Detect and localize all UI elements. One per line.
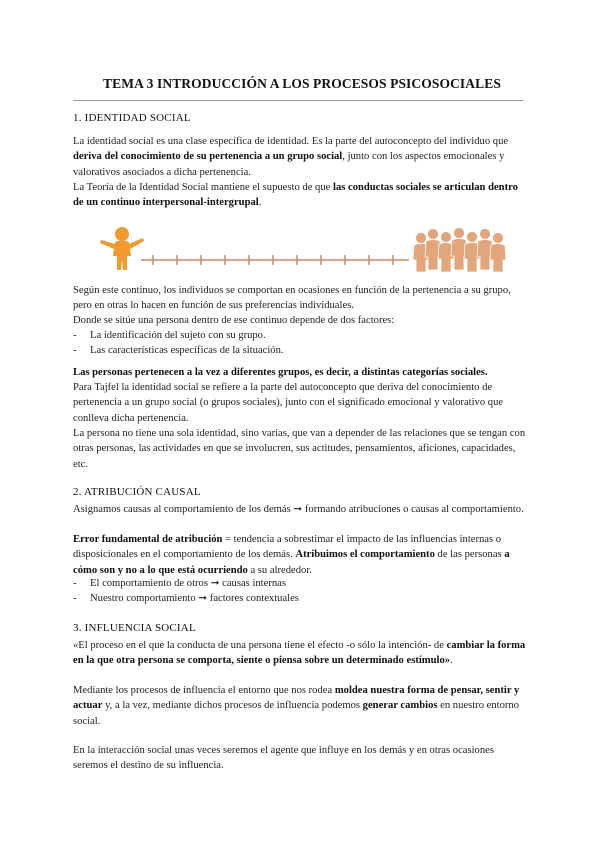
title-divider bbox=[73, 100, 523, 101]
s2-paragraph-1: Asignamos causas al comportamiento de los demás ➞ formando atribuciones o causas al comportamiento. bbox=[73, 504, 524, 515]
list-item: - La identificación del sujeto con su grupo. bbox=[73, 328, 531, 343]
s1-paragraph-1: La identidad social es una clase específica de identidad. Es la parte del autoconcepto del individuo que deriva del conocimiento de su pertenencia a un grupo social, junto con los aspectos emocionales y valorativos asociados a dicha pertenencia. bbox=[73, 136, 509, 178]
individual-person-icon bbox=[100, 227, 144, 270]
page-title: TEMA 3 INTRODUCCIÓN A LOS PROCESOS PSICOSOCIALES bbox=[103, 76, 501, 91]
continuum-illustration bbox=[73, 224, 531, 276]
s1-paragraph-3: Según este continuo, los individuos se comportan en ocasiones en función de la pertenencia a su grupo, pero en otras lo hacen en función de sus preferencias individuales. bbox=[73, 285, 511, 312]
s1-paragraph-2: La Teoría de la Identidad Social mantiene el supuesto de que las conductas sociales se articulan dentro de un continuo interpersonal-intergrupal. bbox=[73, 182, 518, 209]
list-item: - Nuestro comportamiento ➞ factores contextuales bbox=[73, 591, 531, 606]
s2-paragraph-2: Error fundamental de atribución = tendencia a sobrestimar el impacto de las influencias internas o disposicionales en el comportamiento de los demás. Atribuimos el comportamiento de las personas a cómo son y no a lo que está ocurriendo a su alrededor. bbox=[73, 534, 510, 576]
s3-paragraph-1: «El proceso en el que la conducta de una persona tiene el efecto -o sólo la intención- de cambiar la forma en la que otra persona se comporta, siente o piensa sobre un determinado estímulo». bbox=[73, 640, 526, 667]
list-item: - Las características específicas de la situación. bbox=[73, 343, 531, 358]
s1-paragraph-6: Para Tajfel la identidad social se refiere a la parte del autoconcepto que deriva del conocimiento de pertenencia a un grupo social (o grupos sociales), junto con el significado emocional y valorativo que conlleva dicha pertenencia. bbox=[73, 382, 504, 424]
factors-list bbox=[73, 328, 531, 359]
attribution-list bbox=[73, 576, 531, 607]
s3-paragraph-3: En la interacción social unas veces seremos el agente que influye en los demás y en otras ocasiones seremos el destino de su influencia. bbox=[73, 745, 494, 772]
list-item: - El comportamiento de otros ➞ causas internas bbox=[73, 576, 531, 591]
continuum-line bbox=[141, 255, 409, 265]
section-1-heading: 1. IDENTIDAD SOCIAL bbox=[73, 112, 191, 124]
s1-paragraph-7: La persona no tiene una sola identidad, sino varias, que van a depender de las relaciones que se tengan con otras personas, las actividades en que se involucren, sus actitudes, pensamientos, aficiones, capacidades, etc. bbox=[73, 428, 526, 470]
s1-paragraph-4: Donde se sitúe una persona dentro de ese continuo depende de dos factores: bbox=[73, 315, 395, 326]
section-3-heading: 3. INFLUENCIA SOCIAL bbox=[73, 622, 196, 634]
s1-paragraph-5: Las personas pertenecen a la vez a diferentes grupos, es decir, a distintas categorías sociales. bbox=[73, 367, 488, 378]
section-2-heading: 2. ATRIBUCIÓN CAUSAL bbox=[73, 486, 201, 498]
s3-paragraph-2: Mediante los procesos de influencia el entorno que nos rodea moldea nuestra forma de pensar, sentir y actuar y, a la vez, mediante dichos procesos de influencia podemos generar cambios en nuestro entorno social. bbox=[73, 685, 520, 727]
group-people-icon bbox=[413, 228, 506, 273]
